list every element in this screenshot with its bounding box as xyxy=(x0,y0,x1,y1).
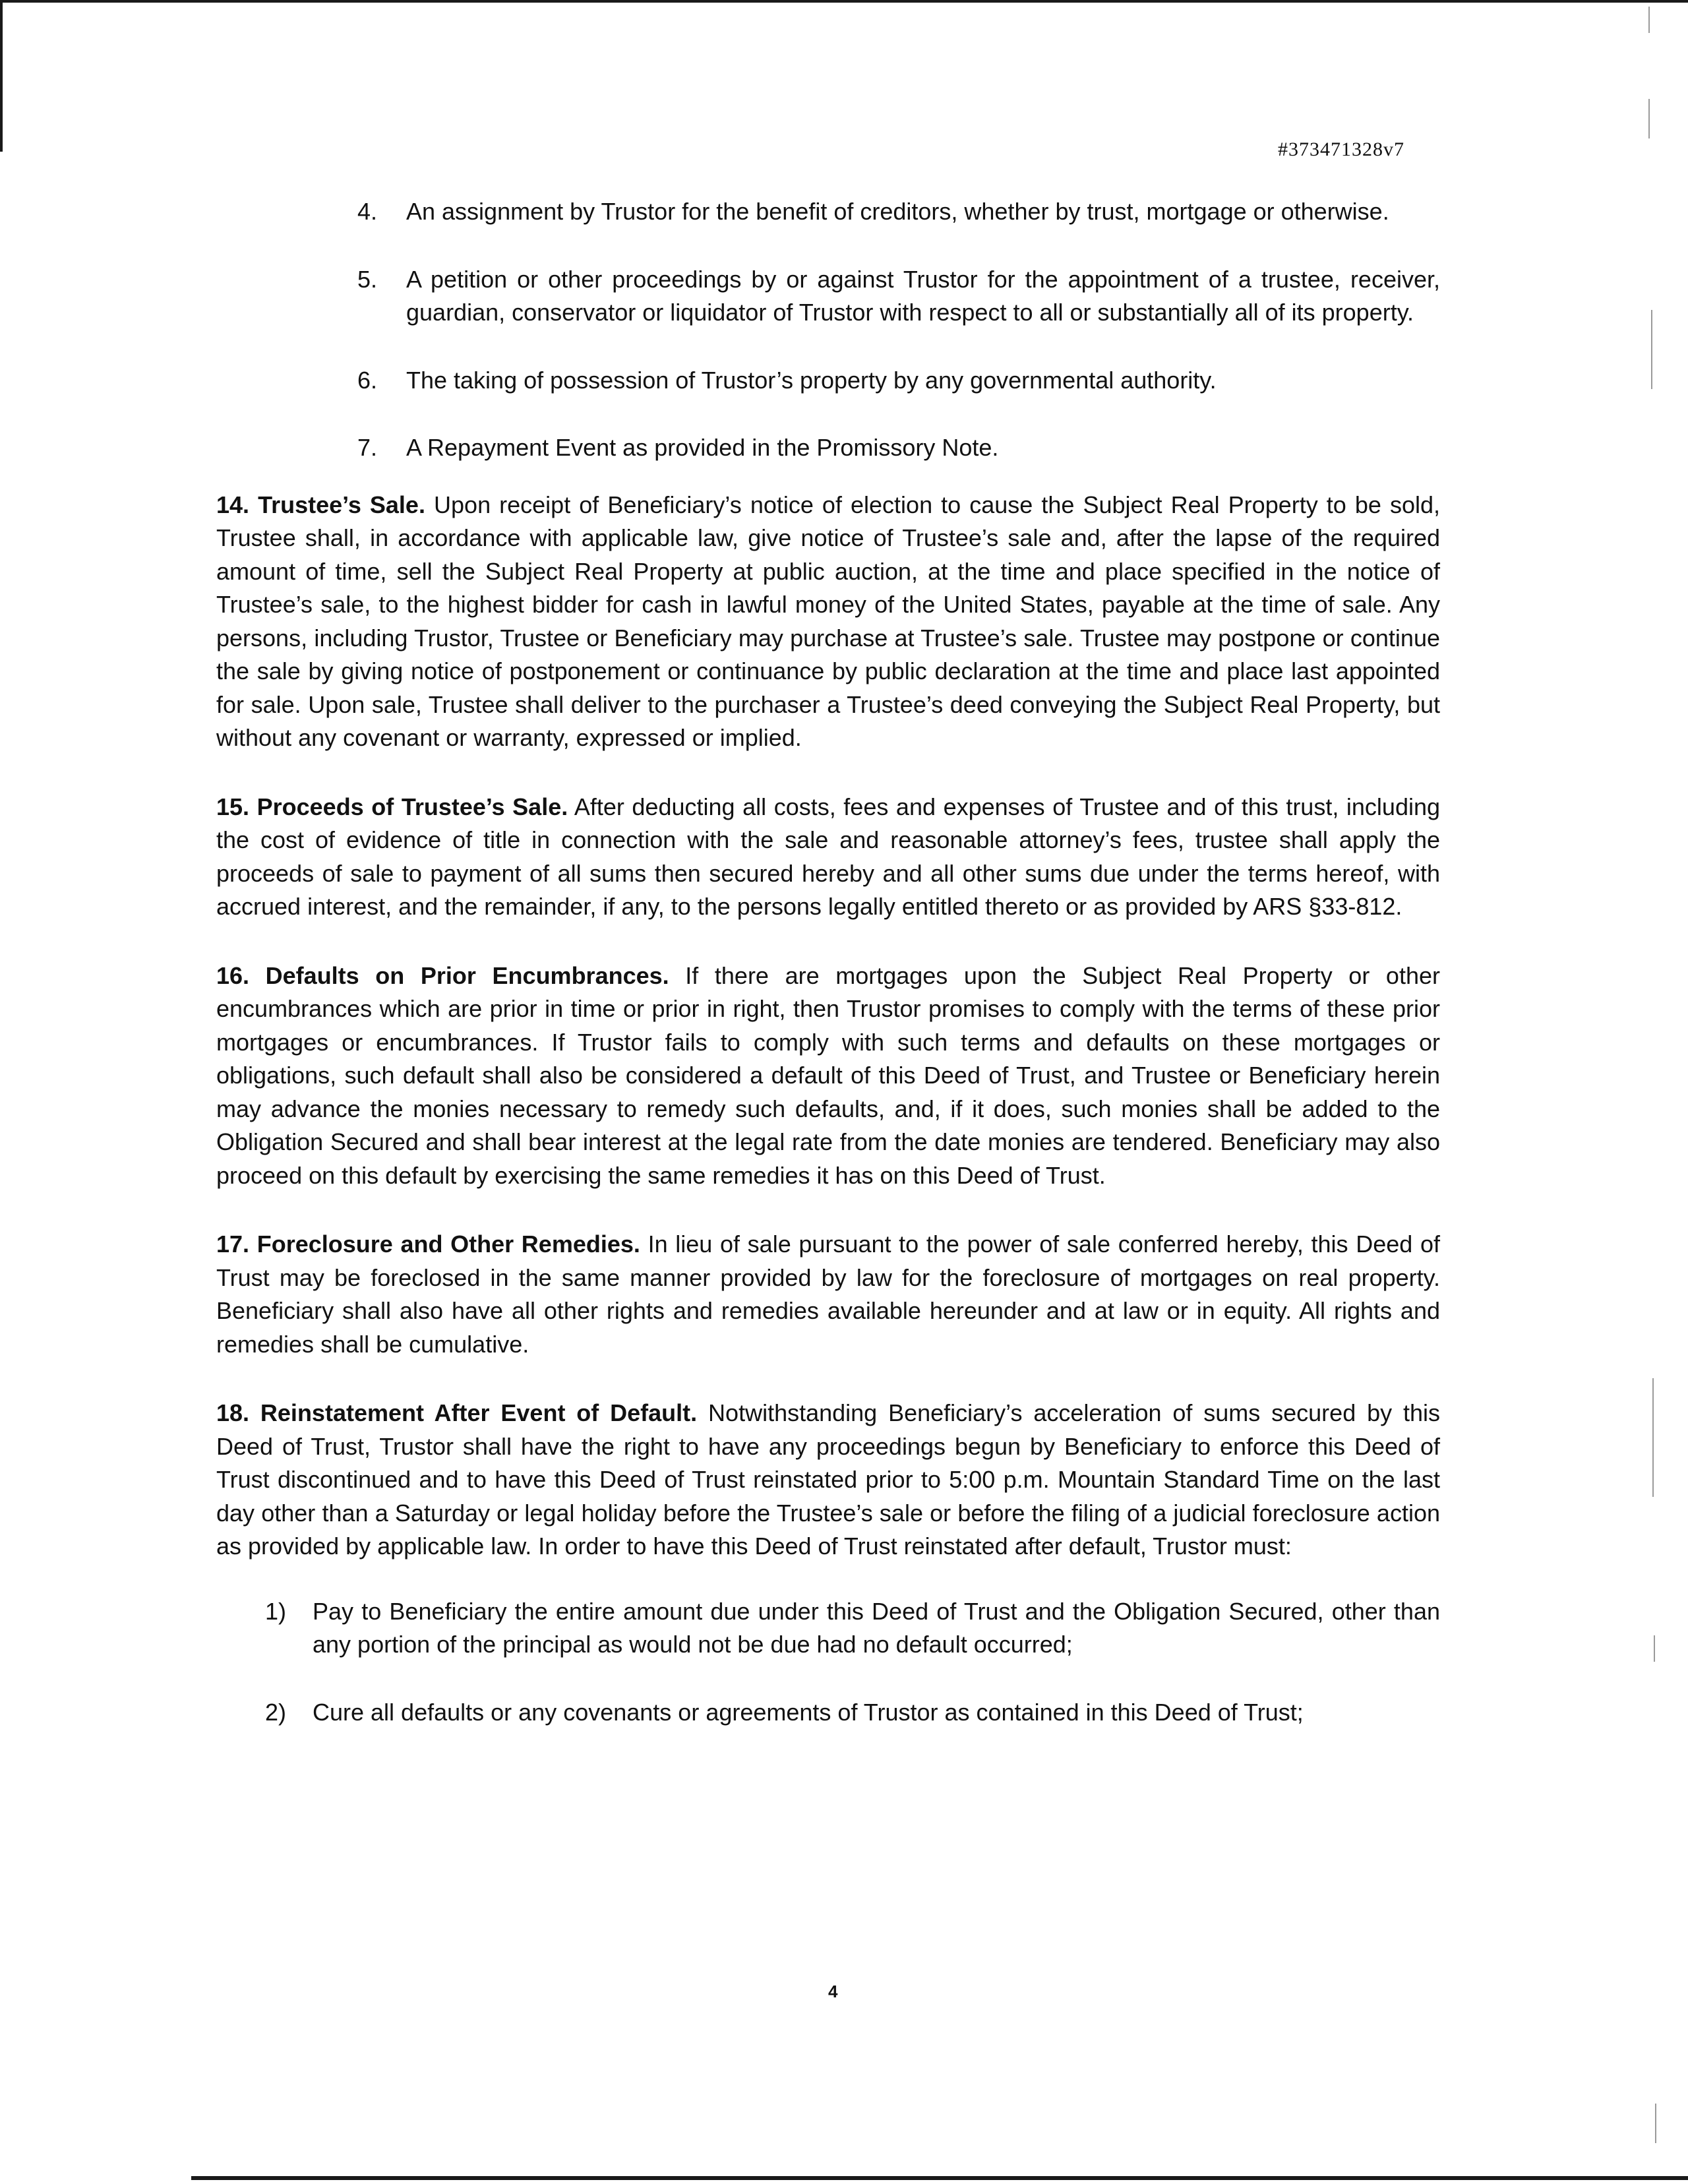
section-proceeds-of-trustees-sale xyxy=(216,791,1440,924)
list-item-number: 2) xyxy=(265,1698,287,1726)
list-item-text: An assignment by Trustor for the benefit of creditors, whether by trust, mortgage or otherwise. xyxy=(406,198,1389,225)
list-item-number: 6. xyxy=(357,366,378,394)
list-item xyxy=(216,263,1440,330)
list-item-text: Cure all defaults or any covenants or agreements of Trustor as contained in this Deed of Trust; xyxy=(313,1698,1304,1726)
document-id: #373471328v7 xyxy=(1278,138,1404,160)
list-item-text: A petition or other proceedings by or against Trustor for the appointment of a trustee, receiver, guardian, conservator or liquidator of Trustor with respect to all or substantially all of its property. xyxy=(406,265,1440,326)
scan-noise-mark xyxy=(1651,310,1652,389)
scan-border-bottom xyxy=(191,2176,1688,2180)
section-heading: 18. Reinstatement After Event of Default. xyxy=(216,1399,698,1426)
scan-noise-mark xyxy=(1652,1378,1654,1497)
list-item-number: 7. xyxy=(357,434,378,461)
section-trustees-sale xyxy=(216,489,1440,755)
section-body: After deducting all costs, fees and expenses of Trustee and of this trust, including the cost of evidence of title in connection with the sale and reasonable attorney’s fees, trustee shall apply the proceeds of sale to payment of all sums then secured hereby and all other sums due under the terms hereof, with accrued interest, and the remainder, if any, to the persons legally entitled thereto or as provided by ARS §33-812. xyxy=(216,793,1441,920)
scan-noise-mark xyxy=(1648,7,1650,33)
list-item-text: Pay to Beneficiary the entire amount due under this Deed of Trust and the Obligation Secured, other than any portion of the principal as would not be due had no default occurred; xyxy=(313,1597,1440,1658)
section-heading: 14. Trustee’s Sale. xyxy=(216,491,425,518)
section-heading: 17. Foreclosure and Other Remedies. xyxy=(216,1230,640,1258)
scan-border-left xyxy=(0,0,3,152)
list-item-number: 1) xyxy=(265,1597,287,1625)
list-item xyxy=(216,431,1440,465)
list-item xyxy=(216,364,1440,398)
list-item xyxy=(216,1696,1440,1730)
section-reinstatement-after-default xyxy=(216,1397,1440,1563)
list-item xyxy=(216,1595,1440,1662)
scan-noise-mark xyxy=(1654,1635,1655,1662)
reinstatement-requirements-list xyxy=(216,1595,1440,1730)
section-heading: 15. Proceeds of Trustee’s Sale. xyxy=(216,793,568,820)
list-item-text: The taking of possession of Trustor’s property by any governmental authority. xyxy=(406,366,1217,394)
section-heading: 16. Defaults on Prior Encumbrances. xyxy=(216,961,669,989)
document-body xyxy=(216,195,1440,1729)
page-number: 4 xyxy=(828,1982,838,2001)
section-defaults-on-prior-encumbrances xyxy=(216,959,1440,1193)
list-item-number: 5. xyxy=(357,265,378,293)
section-body: In lieu of sale pursuant to the power of sale conferred hereby, this Deed of Trust may be foreclosed in the same manner provided by law for the foreclosure of mortgages on real property. Beneficiary shall also have all other rights and remedies available hereunder and at law or in equity. All rights and remedies shall be cumulative. xyxy=(216,1230,1440,1358)
list-item-text: A Repayment Event as provided in the Promissory Note. xyxy=(406,434,999,461)
section-body: Notwithstanding Beneficiary’s acceleration of sums secured by this Deed of Trust, Trustor shall have the right to have any proceedings begun by Beneficiary to enforce this Deed of Trust discontinued and to have this Deed of Trust reinstated prior to 5:00 p.m. Mountain Standard Time on the last day other than a Saturday or legal holiday before the Trustee’s sale or before the filing of a judicial foreclosure action as provided by applicable law. In order to have this Deed of Trust reinstated after default, Trustor must: xyxy=(216,1399,1440,1560)
scan-border-top xyxy=(0,0,1688,3)
scan-noise-mark xyxy=(1655,2104,1656,2143)
list-item-number: 4. xyxy=(357,198,378,225)
list-item xyxy=(216,195,1440,229)
scan-noise-mark xyxy=(1648,99,1650,138)
section-body: If there are mortgages upon the Subject Real Property or other encumbrances which are prior in time or prior in right, then Trustor promises to comply with the terms of these prior mortgages or encumbrances. If Trustor fails to comply with such terms and defaults on these mortgages or obligations, such default shall also be considered a default of this Deed of Trust, and Trustee or Beneficiary herein may advance the monies necessary to remedy such defaults, and, if it does, such monies shall be added to the Obligation Secured and shall bear interest at the legal rate from the date monies are tendered. Beneficiary may also proceed on this default by exercising the same remedies it has on this Deed of Trust. xyxy=(216,961,1440,1189)
section-foreclosure-and-other-remedies xyxy=(216,1228,1440,1361)
section-body: Upon receipt of Beneficiary’s notice of election to cause the Subject Real Property to be sold, Trustee shall, in accordance with applicable law, give notice of Trustee’s sale and, after the lapse of the required amount of time, sell the Subject Real Property at public auction, at the time and place specified in the notice of Trustee’s sale, to the highest bidder for cash in lawful money of the United States, payable at the time of sale. Any persons, including Trustor, Trustee or Beneficiary may purchase at Trustee’s sale. Trustee may postpone or continue the sale by giving notice of postponement or continuance by public declaration at the time and place last appointed for sale. Upon sale, Trustee shall deliver to the purchaser a Trustee’s deed conveying the Subject Real Property, but without any covenant or warranty, expressed or implied. xyxy=(216,491,1440,751)
